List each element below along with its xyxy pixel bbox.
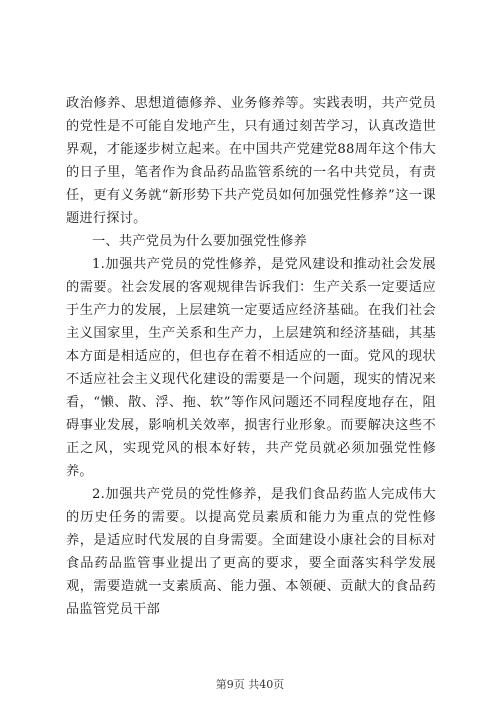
page-number-footer: 第9页 共40页 [215, 678, 285, 691]
paragraph-intro: 政治修养、思想道德修养、业务修养等。实践表明，共产党员的党性是不可能自发地产生，只有通过刻苦学习，认真改造世界观，才能逐步树立起来。在中国共产党建党88周年这个伟大的日子里，笔者作为食品药品监管系统的一名中共党员，有责任，更有义务就“新形势下共产党员如何加强党性修养”这一课题进行探讨。 [66, 96, 436, 226]
page-body [66, 92, 436, 621]
paragraph-point-2: 2.加强共产党员的党性修养，是我们食品药监人完成伟大的历史任务的需要。以提高党员素质和能力为重点的党性修养，是适应时代发展的自身需要。全面建设小康社会的目标对食品药品监管事业提出了更高的要求，要全面落实科学发展观，需要造就一支素质高、能力强、本领硬、贡献大的食品药品监管党员干部 [66, 487, 436, 617]
paragraph-point-1: 1.加强共产党员的党性修养，是党风建设和推动社会发展的需要。社会发展的客观规律告诉我们：生产关系一定要适应于生产力的发展，上层建筑一定要适应经济基础。在我们社会主义国家里，生产关系和生产力，上层建筑和经济基础，其基本方面是相适应的，但也存在着不相适应的一面。党风的现状不适应社会主义现代化建设的需要是一个问题，现实的情况来看，“懒、散、浮、拖、软”等作风问题还不同程度地存在，阻碍事业发展，影响机关效率，损害行业形象。而要解决这些不正之风，实现党风的根本好转，共产党员就必须加强党性修养。 [66, 257, 436, 479]
section-heading: 一、共产党员为什么要加强党性修养 [92, 234, 307, 249]
